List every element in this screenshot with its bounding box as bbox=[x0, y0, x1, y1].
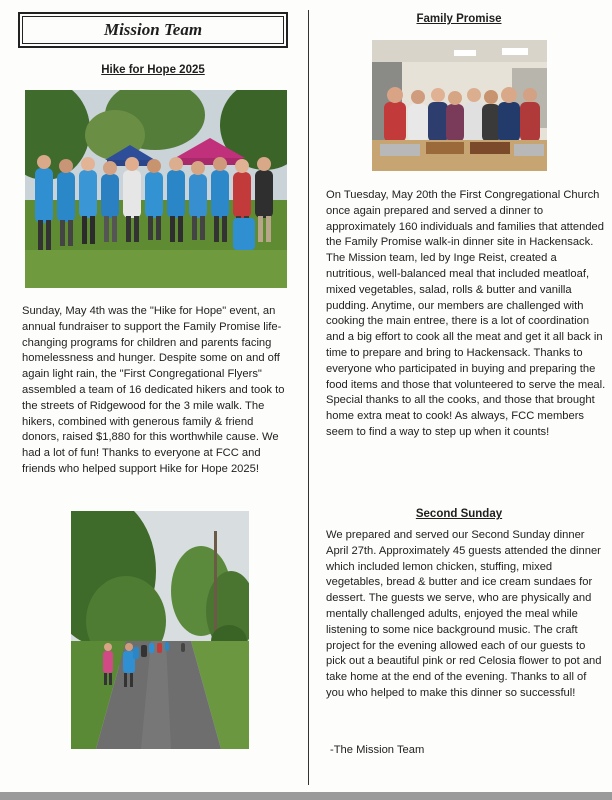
hike-group-photo bbox=[25, 90, 287, 288]
second-sunday-body-text: We prepared and served our Second Sunday dinner April 27th. Approximately 45 guests attended the dinner which included lemon chicken, stuffing, mixed vegetables, bread & butter and ice cream sundaes for dessert. The guests we serve, who are physically and mentally challenged adults, enjoyed the meal while listening to some nice background music. The craft project for the evening allowed each of our guests to pick out a beautiful pink or red Celosia flower to pot and take home at the end of the evening. Thanks to all of you who helped to make this dinner so successful! bbox=[326, 529, 602, 699]
page-bottom-edge bbox=[0, 792, 612, 800]
family-promise-kitchen-photo bbox=[372, 40, 547, 171]
hike-body-text: Sunday, May 4th was the "Hike for Hope" event, an annual fundraiser to support the Family Promise life-changing programs for children and parents facing homelessness and hunger. Despite some on and off again light rain, the "First Congregational Flyers" assembled a team of 16 dedicated hikers and took to the streets of Ridgewood for the 3 mile walk. The hikers, combined with generous family & friend donors, raised $1,880 for this worthwhile cause. We had a lot of fun! Thanks to everyone at FCC and friends who helped support Hike for Hope 2025! bbox=[22, 305, 285, 475]
hike-road-photo bbox=[71, 511, 249, 749]
column-divider bbox=[308, 10, 309, 785]
section-title-box bbox=[18, 12, 288, 48]
hike-heading: Hike for Hope 2025 bbox=[101, 64, 205, 76]
family-promise-body-text: On Tuesday, May 20th the First Congregational Church once again prepared and served a dinner to approximately 160 individuals and families that attended the Family Promise walk-in dinner site in Hackensack. The Mission team, led by Inge Reist, created a nutritious, well-balanced meal that included meatloaf, mixed vegetables, salad, rolls & butter and vanilla pudding. Anytime, our members are challenged with cooking the main entree, there is a lot of coordination and a big effort to cook all the meat and get it all back in time to prepare and bring to Hackensack. Thanks to everyone who participated in buying and preparing the food items and those that volunteered to serve the meal. Special thanks to all the cooks, and those that brought home extra meat to cook! As always, FCC members seem to find a way to step up when it counts! bbox=[326, 189, 606, 438]
second-sunday-heading: Second Sunday bbox=[415, 508, 503, 520]
mission-team-signoff: -The Mission Team bbox=[330, 744, 425, 756]
section-title: Mission Team bbox=[22, 16, 284, 44]
family-promise-heading: Family Promise bbox=[416, 13, 502, 25]
